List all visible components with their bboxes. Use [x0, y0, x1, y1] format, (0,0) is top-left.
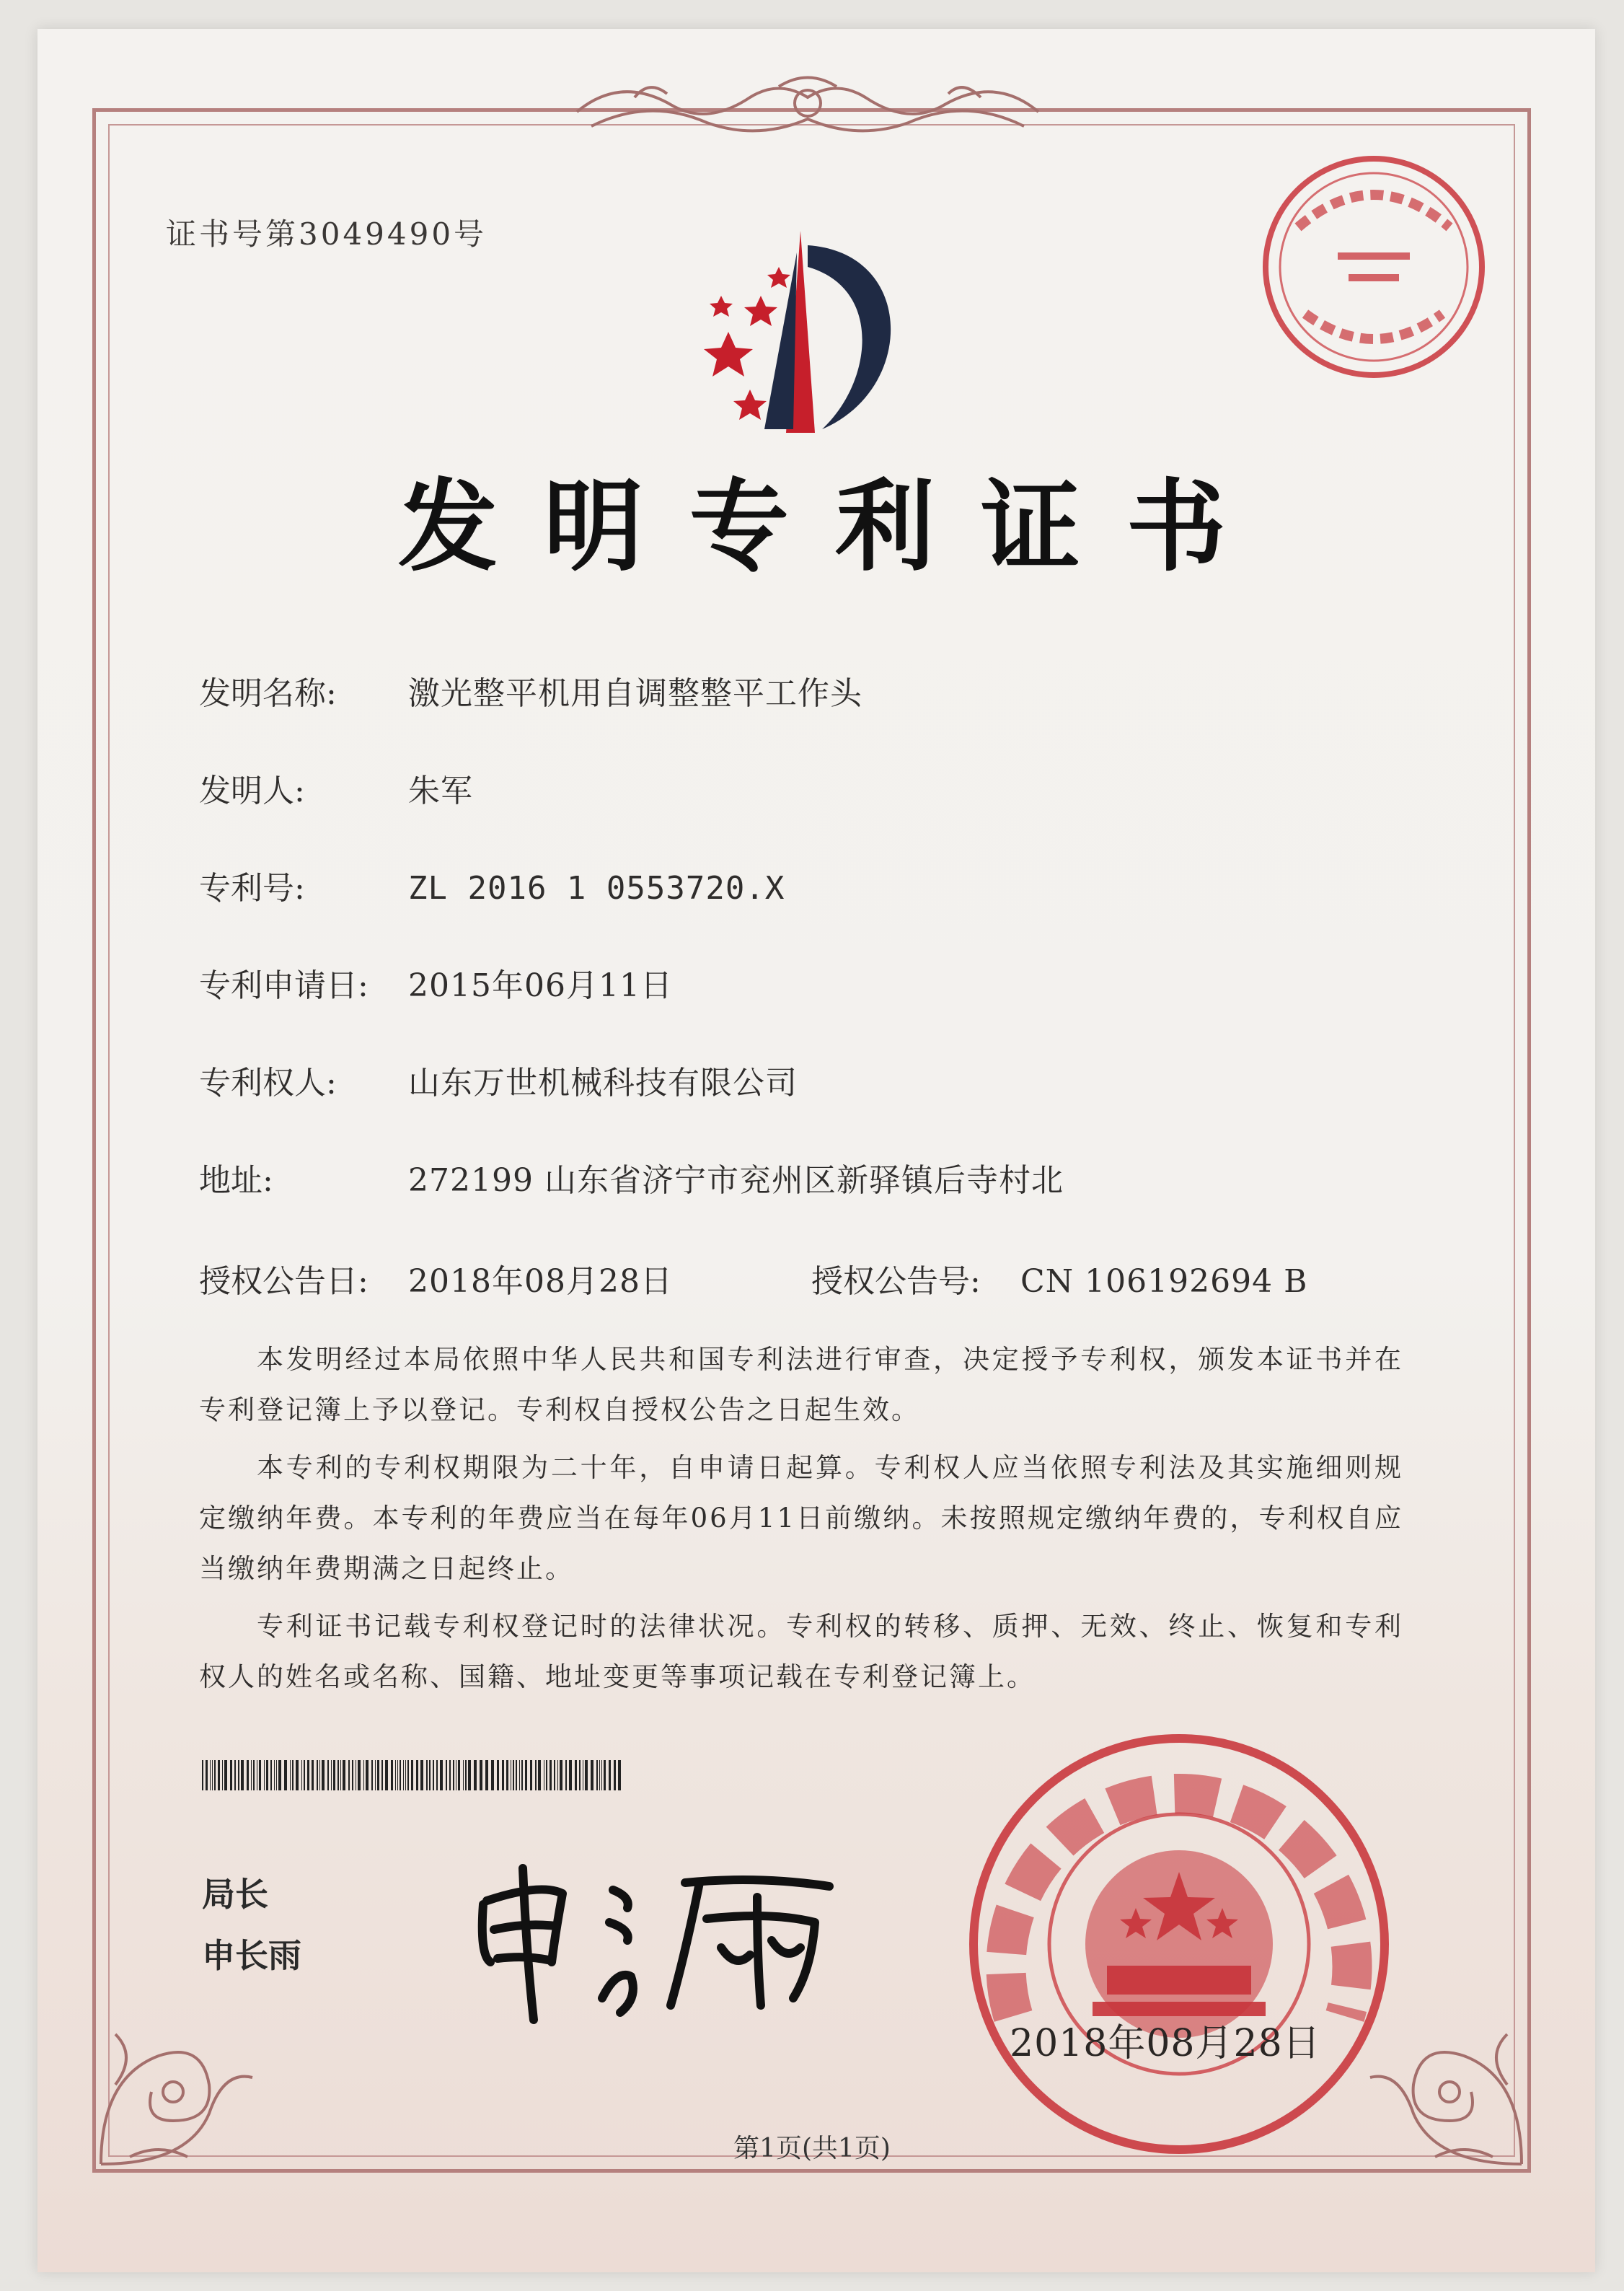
- seal-date: 2018年08月28日: [1010, 2022, 1321, 2065]
- barcode: [202, 1760, 627, 1790]
- director-signature: [469, 1854, 844, 2027]
- patent-number-value: ZL 2016 1 0553720.X: [408, 870, 785, 907]
- top-ornament: [562, 69, 1053, 148]
- field-inventor: [199, 765, 473, 811]
- grant-number-label: 授权公告号:: [811, 1263, 981, 1300]
- application-date-value: 2015年06月11日: [408, 967, 673, 1004]
- address-label: 地址:: [199, 1162, 273, 1199]
- field-invention-name: [199, 667, 862, 713]
- inventor-value: 朱军: [408, 773, 473, 809]
- grant-date-label: 授权公告日:: [199, 1263, 369, 1300]
- official-seal: [963, 1728, 1395, 2160]
- field-patentee: [199, 1057, 798, 1103]
- inventor-label: 发明人:: [199, 773, 305, 809]
- field-grant-number: [811, 1255, 1307, 1301]
- director-title: 局长: [202, 1875, 268, 1914]
- body-paragraph-1: 本发明经过本局依照中华人民共和国专利法进行审查，决定授予专利权，颁发本证书并在专利登记簿上予以登记。专利权自授权公告之日起生效。: [199, 1344, 1403, 1425]
- invention-name-value: 激光整平机用自调整整平工作头: [408, 675, 862, 712]
- patentee-label: 专利权人:: [199, 1065, 337, 1101]
- field-address: [199, 1154, 1064, 1200]
- tax-stamp-seal: [1255, 148, 1493, 386]
- certificate-body: [199, 1334, 1403, 1702]
- page-number: 第1页(共1页): [733, 2134, 891, 2163]
- patentee-value: 山东万世机械科技有限公司: [408, 1065, 798, 1101]
- field-patent-number: [199, 862, 785, 908]
- patent-number-label: 专利号:: [199, 870, 305, 907]
- certificate-number: 证书号第3049490号: [166, 216, 487, 252]
- field-application-date: [199, 959, 673, 1006]
- address-value: 272199 山东省济宁市兖州区新驿镇后寺村北: [408, 1162, 1064, 1199]
- page-title: 发明专利证书: [397, 467, 1272, 585]
- director-name: 申长雨: [202, 1936, 301, 1975]
- invention-name-label: 发明名称:: [199, 675, 337, 712]
- application-date-label: 专利申请日:: [199, 967, 369, 1004]
- grant-date-value: 2018年08月28日: [408, 1263, 673, 1300]
- grant-number-value: CN 106192694 B: [1020, 1263, 1308, 1300]
- body-paragraph-3: 专利证书记载专利权登记时的法律状况。专利权的转移、质押、无效、终止、恢复和专利权人的姓名或名称、国籍、地址变更等事项记载在专利登记簿上。: [199, 1611, 1403, 1692]
- field-grant-date: [199, 1255, 673, 1301]
- body-paragraph-2: 本专利的专利权期限为二十年，自申请日起算。专利权人应当依照专利法及其实施细则规定缴纳年费。本专利的年费应当在每年06月11日前缴纳。未按照规定缴纳年费的，专利权自应当缴纳年费期满之日起终止。: [199, 1452, 1403, 1584]
- cnipa-logo-icon: [678, 224, 937, 440]
